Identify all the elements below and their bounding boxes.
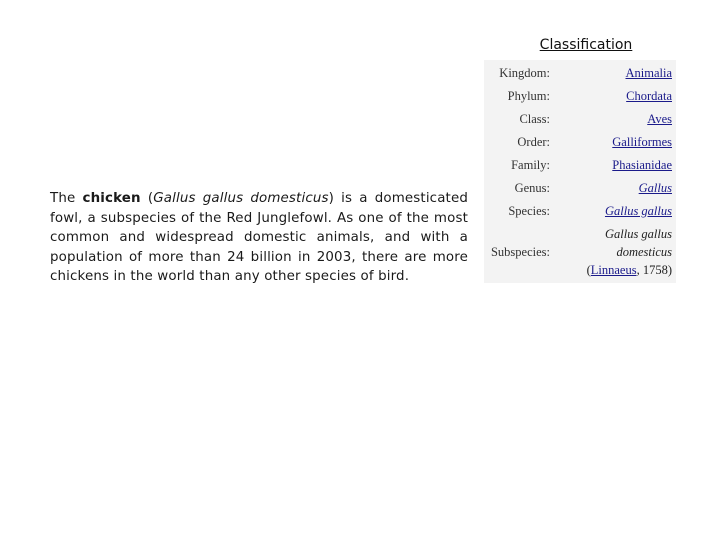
taxo-link-family[interactable]: Phasianidae (612, 158, 672, 172)
taxo-row-phylum (484, 85, 672, 108)
classification-box (484, 60, 676, 283)
taxo-label: Class: (519, 112, 550, 126)
authority-link-linnaeus[interactable]: Linnaeus (590, 263, 637, 277)
taxo-row-class (484, 108, 672, 131)
genus-name: Gallus (638, 181, 672, 195)
taxo-row-subspecies (484, 223, 672, 281)
taxo-label: Genus: (514, 181, 550, 195)
authority-open: ( (586, 263, 591, 277)
classification-title: Classification (539, 37, 633, 53)
taxo-row-species (484, 200, 672, 223)
taxo-row-family (484, 154, 672, 177)
taxo-link-species[interactable] (605, 204, 672, 218)
taxo-label: Species: (508, 204, 550, 218)
intro-species-name: Gallus gallus domesticus (153, 191, 329, 207)
taxo-label: Kingdom: (499, 66, 550, 80)
intro-body-text: ) is a domesticated fowl, a subspecies of the Red Junglefowl. As one of the most common and widespread domestic animals, and with a population of more than 24 billion in 2003, there are more chickens in the world than any other species of bird. (50, 191, 468, 285)
taxo-label: Subspecies: (490, 244, 550, 259)
taxo-label: Order: (517, 135, 550, 149)
taxo-row-order (484, 131, 672, 154)
taxo-link-class[interactable]: Aves (647, 112, 672, 126)
taxo-row-genus (484, 177, 672, 200)
subspecies-line2: domesticus (616, 245, 672, 259)
subspecies-value (550, 223, 672, 281)
taxo-link-phylum[interactable]: Chordata (626, 89, 672, 103)
taxo-link-genus[interactable] (639, 181, 672, 195)
taxo-label: Family: (511, 158, 550, 172)
authority-year: , 1758) (636, 263, 672, 277)
intro-prefix: The (50, 191, 83, 207)
taxo-link-order[interactable]: Galliformes (612, 135, 672, 149)
intro-bold-term: chicken (82, 191, 141, 207)
species-name: Gallus gallus (604, 204, 672, 218)
subspecies-line1: Gallus gallus (604, 227, 672, 241)
taxo-label: Phylum: (507, 89, 550, 103)
taxo-row-kingdom (484, 62, 672, 85)
intro-paren: ( (140, 191, 154, 207)
taxo-link-kingdom[interactable]: Animalia (625, 66, 672, 80)
intro-paragraph (50, 189, 468, 287)
